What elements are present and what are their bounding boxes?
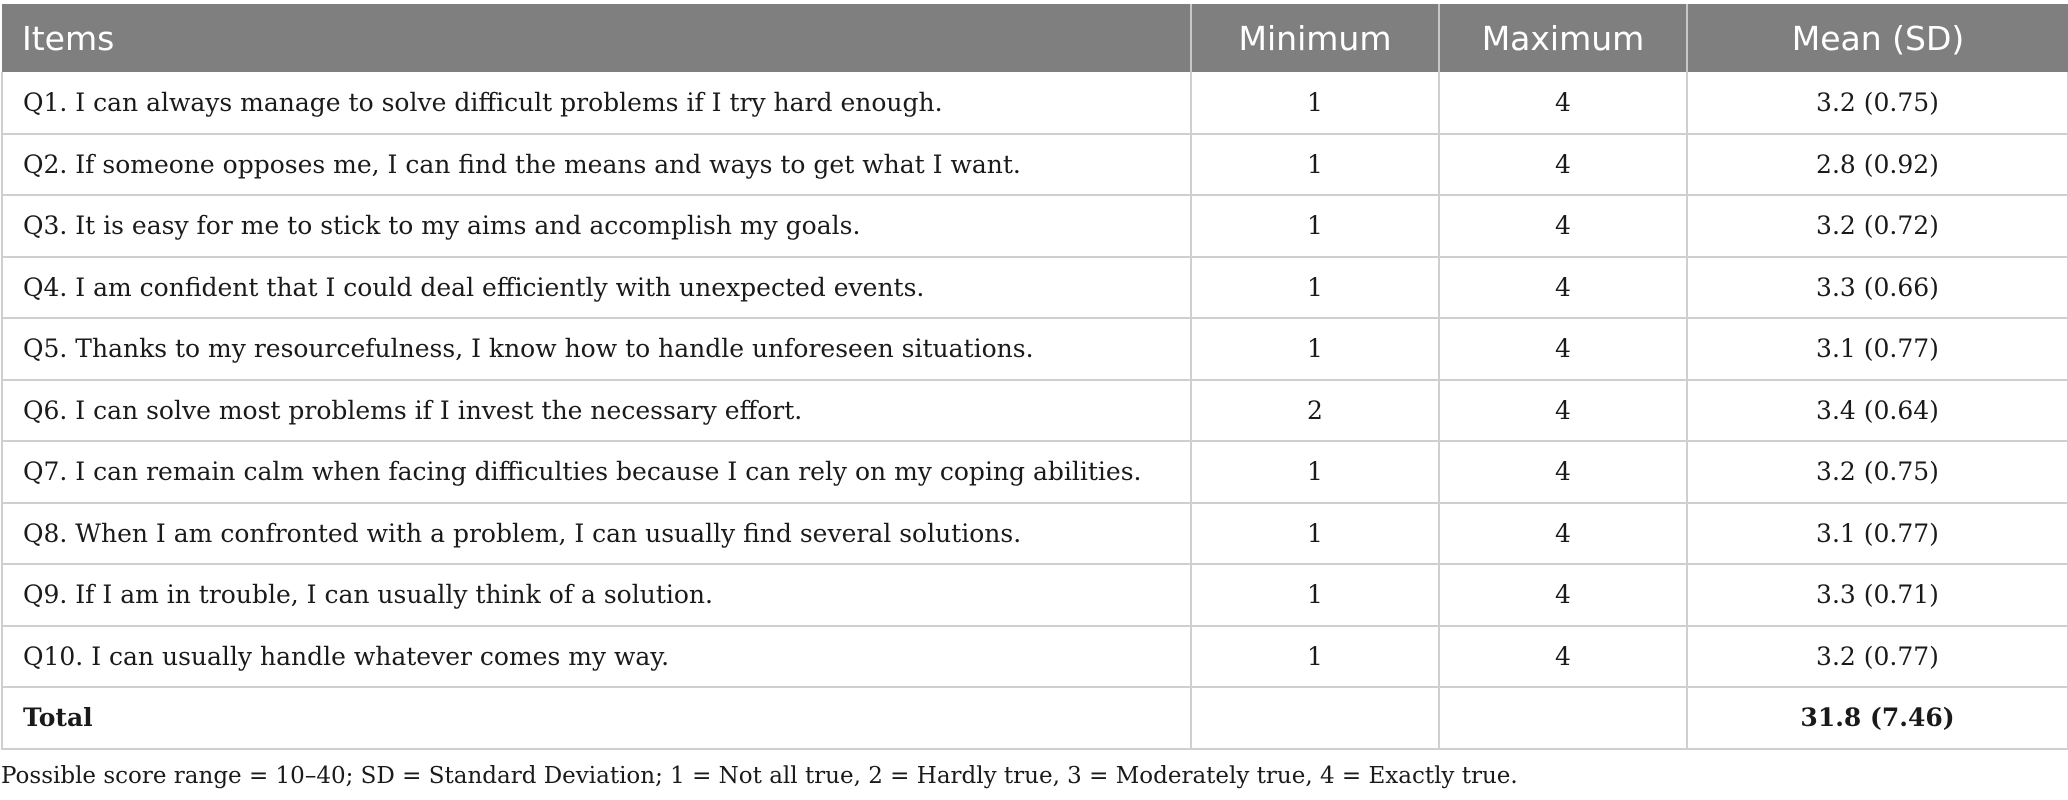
minimum-cell: 2: [1191, 380, 1439, 442]
total-maximum-cell: [1439, 687, 1687, 749]
item-cell: Q10. I can usually handle whatever comes my way.: [2, 626, 1191, 688]
maximum-cell: 4: [1439, 626, 1687, 688]
minimum-cell: 1: [1191, 441, 1439, 503]
mean-sd-cell: 3.1 (0.77): [1687, 503, 2068, 565]
minimum-cell: 1: [1191, 195, 1439, 257]
header-minimum: Minimum: [1191, 4, 1439, 72]
mean-sd-cell: 3.3 (0.71): [1687, 564, 2068, 626]
mean-sd-cell: 3.1 (0.77): [1687, 318, 2068, 380]
table-row: [2, 626, 2068, 688]
minimum-cell: 1: [1191, 318, 1439, 380]
table-body: [2, 72, 2068, 749]
table-row: [2, 503, 2068, 565]
item-cell: Q6. I can solve most problems if I invest the necessary effort.: [2, 380, 1191, 442]
maximum-cell: 4: [1439, 503, 1687, 565]
table-row: [2, 195, 2068, 257]
maximum-cell: 4: [1439, 134, 1687, 196]
minimum-cell: 1: [1191, 257, 1439, 319]
header-mean-sd: Mean (SD): [1791, 18, 1965, 58]
item-cell: Q1. I can always manage to solve difficult problems if I try hard enough.: [2, 72, 1191, 134]
header-items: Items: [2, 4, 1191, 72]
mean-sd-cell: 3.3 (0.66): [1687, 257, 2068, 319]
table-row: [2, 72, 2068, 134]
total-label: Total: [2, 687, 1191, 749]
self-efficacy-table-container: [1, 4, 2067, 750]
self-efficacy-table: [1, 4, 2068, 750]
header-row: [2, 4, 2068, 72]
table-row: [2, 257, 2068, 319]
item-cell: Q7. I can remain calm when facing difficulties because I can rely on my coping abilities.: [2, 441, 1191, 503]
table-row: [2, 441, 2068, 503]
maximum-cell: 4: [1439, 257, 1687, 319]
maximum-cell: 4: [1439, 564, 1687, 626]
item-cell: Q9. If I am in trouble, I can usually think of a solution.: [2, 564, 1191, 626]
table-row: [2, 318, 2068, 380]
item-cell: Q2. If someone opposes me, I can find the means and ways to get what I want.: [2, 134, 1191, 196]
table-header: [2, 4, 2068, 72]
item-cell: Q3. It is easy for me to stick to my aims and accomplish my goals.: [2, 195, 1191, 257]
minimum-cell: 1: [1191, 503, 1439, 565]
total-mean-sd-cell: 31.8 (7.46): [1687, 687, 2068, 749]
minimum-cell: 1: [1191, 626, 1439, 688]
table-row: [2, 380, 2068, 442]
mean-sd-cell: 3.4 (0.64): [1687, 380, 2068, 442]
minimum-cell: 1: [1191, 72, 1439, 134]
mean-sd-cell: 2.8 (0.92): [1687, 134, 2068, 196]
table-row: [2, 564, 2068, 626]
total-minimum-cell: [1191, 687, 1439, 749]
mean-sd-cell: 3.2 (0.75): [1687, 441, 2068, 503]
minimum-cell: 1: [1191, 134, 1439, 196]
maximum-cell: 4: [1439, 318, 1687, 380]
minimum-cell: 1: [1191, 564, 1439, 626]
maximum-cell: 4: [1439, 380, 1687, 442]
table-footnote: Possible score range = 10–40; SD = Standard Deviation; 1 = Not all true, 2 = Hardly true, 3 = Moderately true, 4 = Exactly true.: [1, 763, 1518, 789]
mean-sd-cell: 3.2 (0.75): [1687, 72, 2068, 134]
maximum-cell: 4: [1439, 72, 1687, 134]
maximum-cell: 4: [1439, 195, 1687, 257]
item-cell: Q8. When I am confronted with a problem, I can usually find several solutions.: [2, 503, 1191, 565]
table-row: [2, 134, 2068, 196]
header-maximum: Maximum: [1439, 4, 1687, 72]
total-row: [2, 687, 2068, 749]
item-cell: Q4. I am confident that I could deal efficiently with unexpected events.: [2, 257, 1191, 319]
item-cell: Q5. Thanks to my resourcefulness, I know how to handle unforeseen situations.: [2, 318, 1191, 380]
mean-sd-cell: 3.2 (0.72): [1687, 195, 2068, 257]
mean-sd-cell: 3.2 (0.77): [1687, 626, 2068, 688]
maximum-cell: 4: [1439, 441, 1687, 503]
